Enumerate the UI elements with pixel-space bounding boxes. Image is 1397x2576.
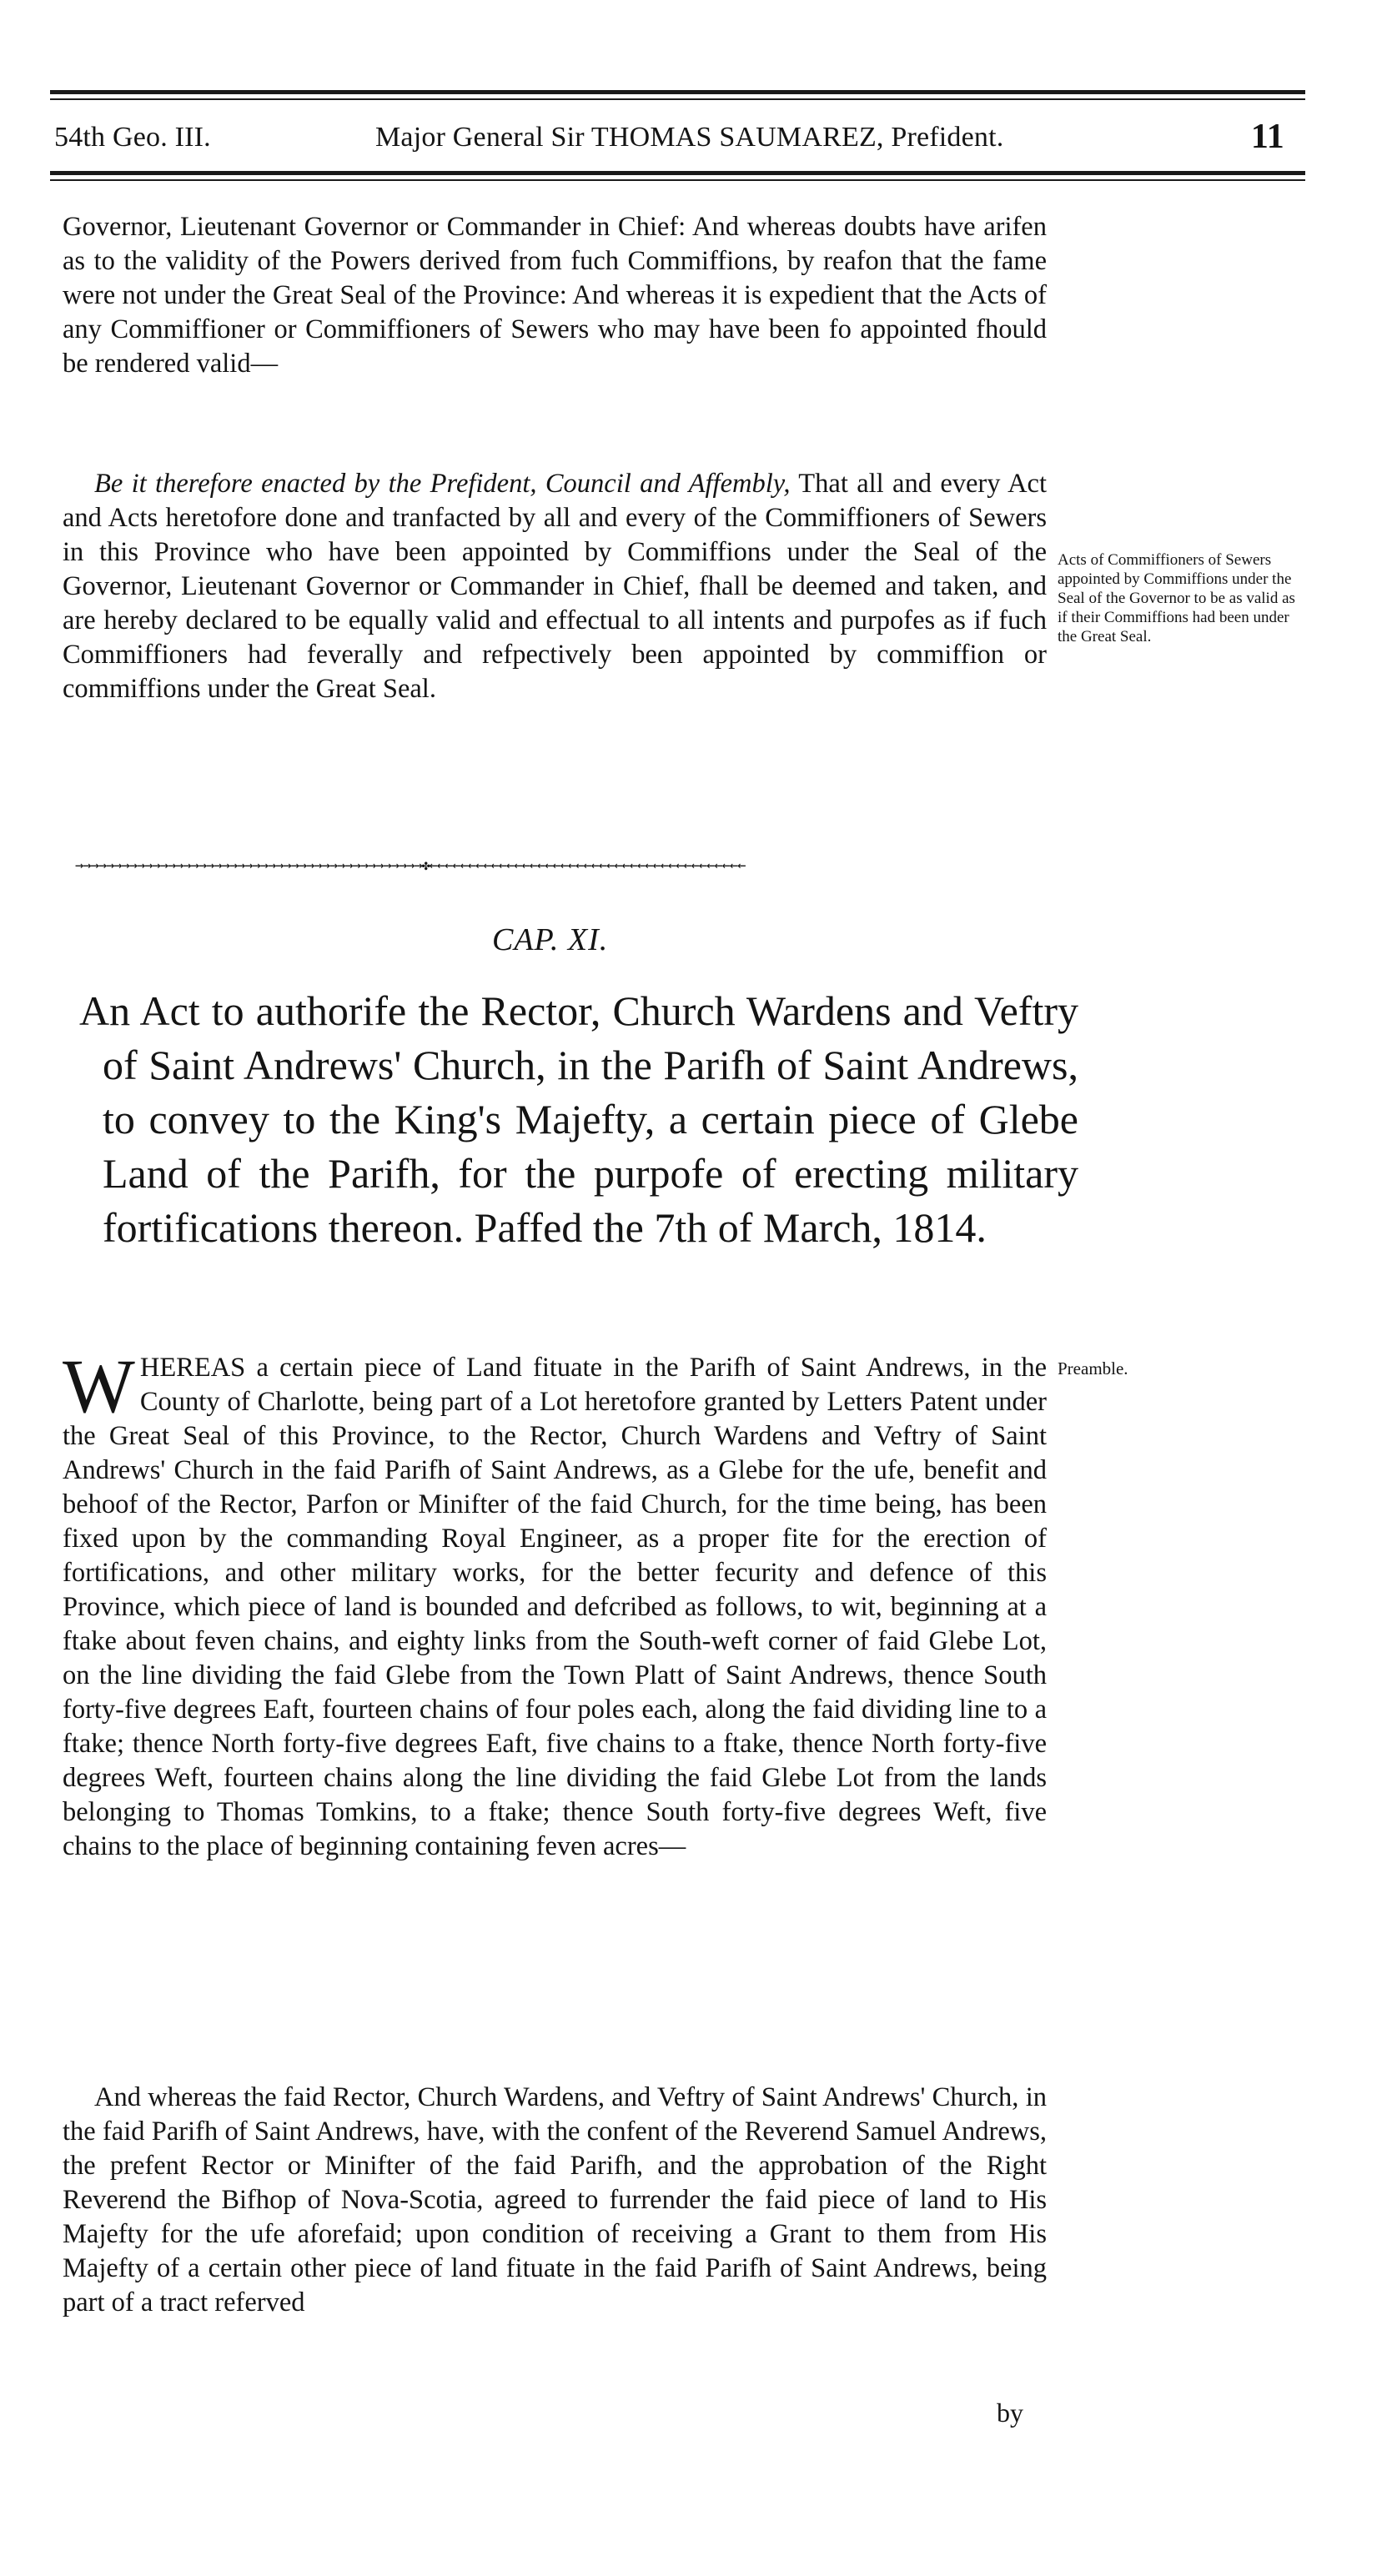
continuation-paragraph xyxy=(63,210,1047,381)
page-number: 11 xyxy=(1250,118,1284,156)
preamble-paragraph xyxy=(63,1343,1047,1864)
ornamental-divider: →→→→→→→→→→→→→→→→→→→→→→→→→→→→→→→→→→→→→→→→→→→→→✤←←←←←←←←←←←←←←←←←←←←←←←←←←←←←←←←←←←←←←←←← xyxy=(75,857,746,874)
second-paragraph xyxy=(63,2081,1047,2320)
act-title: An Act to authorife the Rector, Church Wardens and Veftry of Saint Andrews' Church, in the Parifh of Saint Andrews, to convey to the King's Majefty, a certain piece of Glebe Land of the Parifh, for the purpofe of erecting military fortifications thereon. Paffed the 7th of March, 1814. xyxy=(79,987,1078,1251)
drop-cap: W xyxy=(63,1343,135,1429)
enacting-paragraph xyxy=(63,467,1047,706)
marginal-note-sewers: Acts of Commiffioners of Sewers appointed by Commiffions under the Seal of the Governor to be as valid as if their Commiffions had been under the Great Seal. xyxy=(1058,551,1295,645)
continuation-text: Governor, Lieutenant Governor or Commander in Chief: And whereas doubts have arifen as to the validity of the Powers derived from fuch Commiffions, by reafon that the fame were not under the Great Seal of the Province: And whereas it is expedient that the Acts of any Commiffioner or Commiffioners of Sewers who may have been fo appointed fhould be rendered valid— xyxy=(63,212,1047,379)
header-rule-top-thin xyxy=(50,98,1305,100)
header-rule-top xyxy=(50,90,1305,94)
preamble-text: HEREAS a certain piece of Land fituate in the Parifh of Saint Andrews, in the County of Charlotte, being part of a Lot heretofore granted by Letters Patent under the Great Seal of this Province, to the Rector, Church Wardens and Veftry of Saint Andrews' Church in the faid Parifh of Saint Andrews, as a Glebe for the ufe, benefit and behoof of the Rector, Parfon or Minifter of the faid Church, for the time being, has been fixed upon by the commanding Royal Engineer, as a proper fite for the erection of fortifications, and other military works, for the better fecurity and defence of this Province, which piece of land is bounded and defcribed as follows, to wit, beginning at a ftake about feven chains, and eighty links from the South-weft corner of faid Glebe Lot, on the line dividing the faid Glebe from the Town Platt of Saint Andrews, thence South forty-five degrees Eaft, fourteen chains of four poles each, along the faid dividing line to a ftake; thence North forty-five degrees Eaft, five chains to a ftake, thence North forty-five degrees Weft, fourteen chains along the line dividing the faid Glebe Lot from the lands belonging to Thomas Tomkins, to a ftake; thence South forty-five degrees Weft, five chains to the place of beginning containing feven acres— xyxy=(63,1353,1047,1861)
header-regnal-year: 54th Geo. III. xyxy=(54,122,211,153)
header-rule-bottom-thin xyxy=(50,179,1305,181)
chapter-heading: CAP. XI. xyxy=(492,922,609,957)
second-paragraph-text: And whereas the faid Rector, Church Wardens, and Veftry of Saint Andrews' Church, in the faid Parifh of Saint Andrews, have, with the confent of the Reverend Samuel Andrews, the prefent Rector or Minifter of the faid Parifh, and the approbation of the Right Reverend the Bifhop of Nova-Scotia, agreed to furrender the faid piece of land to His Majefty for the ufe aforefaid; upon condition of receiving a Grant to them from His Majefty of a certain other piece of land fituate in the faid Parifh of Saint Andrews, being part of a tract referved xyxy=(63,2082,1047,2317)
enacting-formula: Be it therefore enacted by the Prefident, Council and Affembly, xyxy=(94,469,791,499)
header-president: Major General Sir THOMAS SAUMAREZ, Prefident. xyxy=(375,122,1004,153)
marginal-note-preamble: Preamble. xyxy=(1058,1358,1128,1378)
enacting-text: That all and every Act and Acts heretofore done and tranfacted by all and every of the Commiffioners of Sewers in this Province who have been appointed by Commiffions under the Seal of the Governor, Lieutenant Governor or Commander in Chief, fhall be deemed and taken, and are hereby declared to be equally valid and effectual to all intents and purpofes as if fuch Commiffioners had feverally and refpectively been appointed by commiffion or commiffions under the Great Seal. xyxy=(63,469,1048,704)
header-rule-bottom xyxy=(50,171,1305,175)
catchword: by xyxy=(997,2398,1023,2428)
running-header xyxy=(50,117,1305,167)
